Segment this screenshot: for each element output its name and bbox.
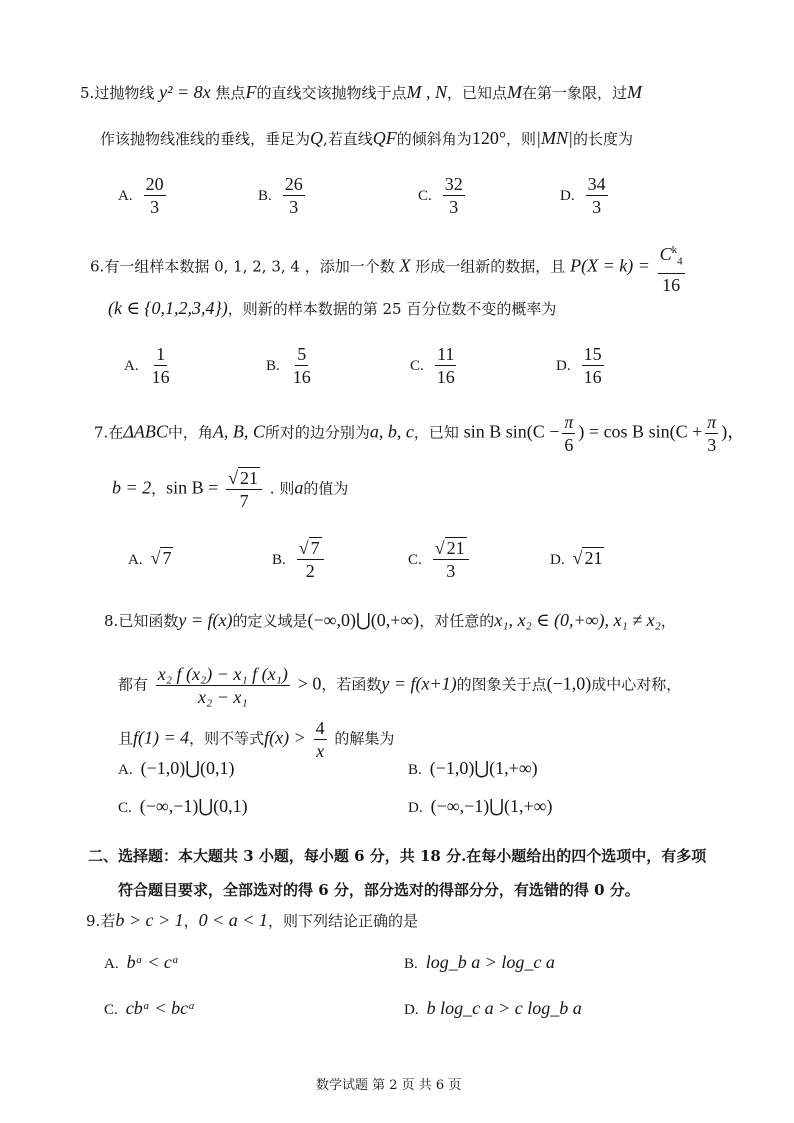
q5-option-c[interactable]: C. $\frac{32}{3}$	[418, 174, 463, 217]
q5-stem-line2: 作该抛物线准线的垂线，垂足为Q,若直线QF的倾斜角为120°，则|MN|的长度为	[100, 128, 633, 148]
q8-option-b[interactable]: B. (−1,0)⋃(1,+∞)	[408, 758, 538, 778]
q5-option-a[interactable]: A. $\frac{20}{3}$	[118, 174, 164, 217]
q5-option-b[interactable]: B. $\frac{26}{3}$	[258, 174, 303, 217]
page-footer: 数学试题 第 2 页 共 6 页	[316, 1078, 462, 1093]
q5-option-d[interactable]: D. $\frac{34}{3}$	[560, 174, 606, 217]
q8-stem-line1: 8.已知函数y = f(x)的定义域是(−∞,0)⋃(0,+∞)，对任意的x₁, x₂ ∈ (0,+∞), x₁ ≠ x₂，	[104, 610, 676, 630]
q7-stem-line1: 7.在ΔABC中，角A, B, C所对的边分别为a, b, c，已知 sin B sin(C − $\frac{\pi}{6}$ ) = cos B sin(C + $\frac{\pi}{3}$ )，	[94, 412, 746, 455]
section2-heading-line2: 符合题目要求，全部选对的得 6 分，部分选对的得部分分，有选错的得 0 分。	[118, 881, 640, 899]
q6-stem-line1: 6.有一组样本数据 0, 1, 2, 3, 4 ，添加一个数 X 形成一组新的数据，且 P(X = k) = $\frac{C^k_4}{16}$	[90, 240, 688, 295]
q8-stem-line3: 且f(1) = 4，则不等式f(x) > $\frac{4}{x}$ 的解集为	[118, 718, 395, 761]
q9-stem: 9.若b > c > 1，0 < a < 1，则下列结论正确的是	[86, 910, 418, 930]
q7-option-b[interactable]: B. $\frac{√ 7}{2}$	[272, 538, 327, 581]
q7-option-d[interactable]: D. √ 21	[550, 548, 603, 568]
q6-option-a[interactable]: A. $\frac{1}{16}$	[124, 344, 170, 387]
q9-option-d[interactable]: D. b log_c a > c log_b a	[404, 998, 582, 1018]
q8-option-a[interactable]: A. (−1,0)⋃(0,1)	[118, 758, 235, 778]
section2-heading-line1: 二、选择题：本大题共 3 小题，每小题 6 分，共 18 分.在每小题给出的四个选项中，有多项	[88, 847, 707, 865]
q9-option-a[interactable]: A. bᵃ < cᵃ	[104, 952, 180, 972]
q8-option-c[interactable]: C. (−∞,−1)⋃(0,1)	[118, 796, 248, 816]
q7-option-c[interactable]: C. $\frac{√ 21}{3}$	[408, 538, 472, 581]
q6-stem-line2: (k ∈ {0,1,2,3,4})，则新的样本数据的第 25 百分位数不变的概率为	[108, 298, 557, 318]
q7-option-a[interactable]: A. √ 7	[128, 548, 172, 568]
q7-stem-line2: b = 2，sin B = $\frac{√ 21}{7}$ . 则a的值为	[112, 468, 349, 511]
q9-option-b[interactable]: B. log_b a > log_c a	[404, 952, 555, 972]
q8-option-d[interactable]: D. (−∞,−1)⋃(1,+∞)	[408, 796, 553, 816]
q6-option-d[interactable]: D. $\frac{15}{16}$	[556, 344, 602, 387]
q8-stem-line2: 都有 $\frac{\text{x₂ f (x₂) − x₁ f (x₁)}}{\text{x₂ − x₁}}$ > 0，若函数y = f(x+1)的图象关于点(−1,0)成中心对称，	[118, 664, 682, 707]
q5-parabola: y² = 8x	[159, 82, 211, 102]
q6-option-b[interactable]: B. $\frac{5}{16}$	[266, 344, 311, 387]
q5-stem-line1: 5.过抛物线 y² = 8x 焦点F的直线交该抛物线于点M , N，已知点M在第一象限，过M	[80, 82, 642, 102]
q6-option-c[interactable]: C. $\frac{11}{16}$	[410, 344, 455, 387]
q9-option-c[interactable]: C. cbᵃ < bcᵃ	[104, 998, 196, 1018]
